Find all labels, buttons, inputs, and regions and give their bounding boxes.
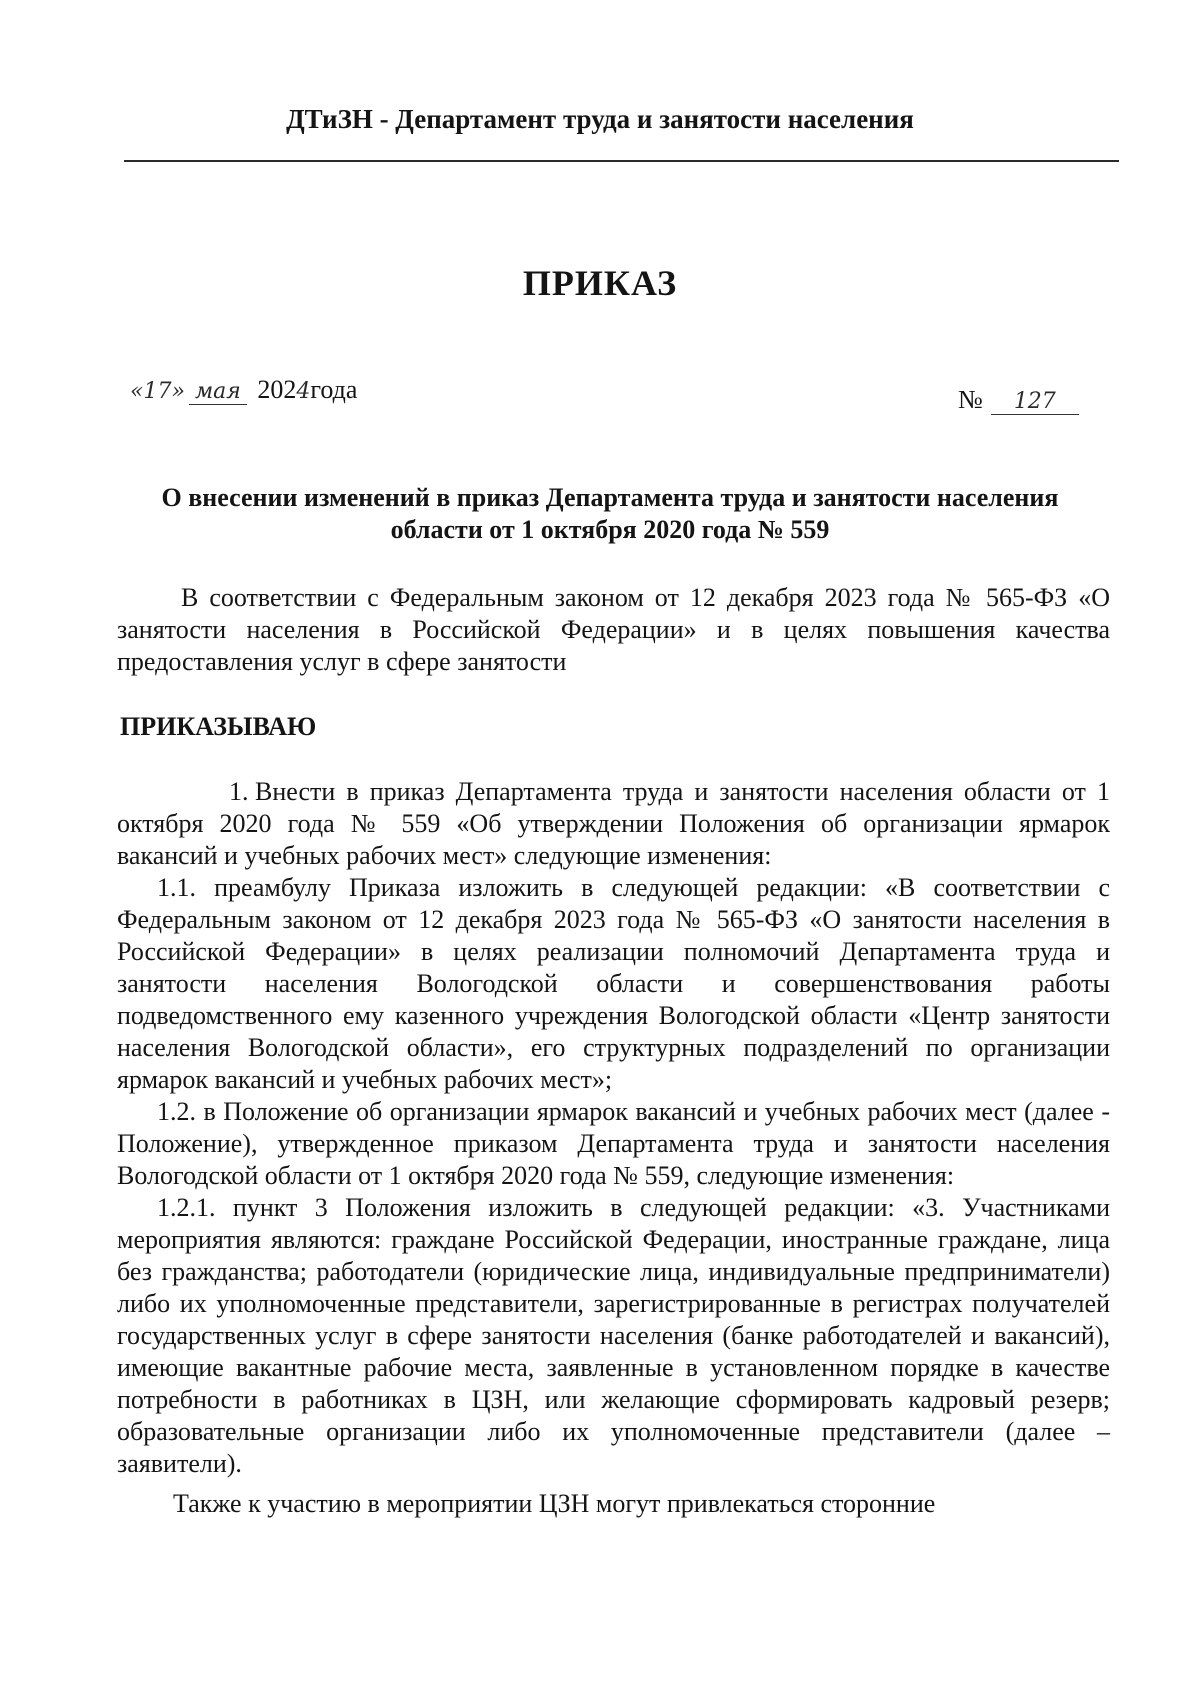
order-directive: ПРИКАЗЫВАЮ bbox=[120, 712, 317, 741]
date-year-printed: 202 bbox=[257, 375, 297, 404]
date-year-handwritten: 4 bbox=[296, 379, 311, 404]
paragraph-1-number: 1. bbox=[229, 777, 249, 806]
organization-header: ДТиЗН - Департамент труда и занятости населения bbox=[286, 104, 914, 134]
paragraph-1-1: 1.1. преамбулу Приказа изложить в следующей редакции: «В соответствии с Федеральным законом от 12 декабря 2023 года № 565-ФЗ «О занятости населения в Российской Федерации» в целях реализации полномочий Департамента труда и занятости населения Вологодской области и совершенствования работы подведомственного ему казенного учреждения Вологодской области «Центр занятости населения Вологодской области», его структурных подразделений по организации ярмарок вакансий и учебных рабочих мест»; bbox=[117, 873, 1110, 1094]
date-day-handwritten: 17 bbox=[143, 379, 172, 404]
order-body bbox=[117, 776, 1110, 1520]
order-number bbox=[958, 385, 1079, 415]
order-date bbox=[130, 375, 357, 405]
date-open-quote: « bbox=[130, 379, 144, 404]
paragraph-1-text: Внести в приказ Департамента труда и занятости населения области от 1 октября 2020 года № 559 «Об утверждении Положения об организации ярмарок вакансий и учебных рабочих мест» следующие изменения: bbox=[117, 777, 1110, 870]
date-close-quote: » bbox=[171, 379, 185, 404]
date-month-handwritten: мая bbox=[189, 379, 247, 405]
number-label: № bbox=[958, 385, 983, 414]
header-divider bbox=[124, 160, 1119, 162]
date-year-suffix: года bbox=[310, 375, 358, 404]
paragraph-1-2: 1.2. в Положение об организации ярмарок вакансий и учебных рабочих мест (далее - Положение), утвержденное приказом Департамента труда и занятости населения Вологодской области от 1 октября 2020 года № 559, следующие изменения: bbox=[117, 1097, 1110, 1190]
paragraph-continuation: Также к участию в мероприятии ЦЗН могут привлекаться сторонние bbox=[173, 1489, 936, 1518]
preamble-paragraph: В соответствии с Федеральным законом от 12 декабря 2023 года № 565-ФЗ «О занятости населения в Российской Федерации» и в целях повышения качества предоставления услуг в сфере занятости bbox=[117, 583, 1110, 676]
order-subject-title: О внесении изменений в приказ Департамента труда и занятости населения области от 1 октября 2020 года № 559 bbox=[161, 483, 1059, 544]
number-handwritten: 127 bbox=[991, 389, 1079, 415]
paragraph-1-2-1: 1.2.1. пункт 3 Положения изложить в следующей редакции: «3. Участниками мероприятия являются: граждане Российской Федерации, иностранные граждане, лица без гражданства; работодатели (юридические лица, индивидуальные предприниматели) либо их уполномоченные представители, зарегистрированные в регистрах получателей государственных услуг в сфере занятости населения (банке работодателей и вакансий), имеющие вакантные рабочие места, заявленные в установленном порядке в качестве потребности в работниках в ЦЗН, или желающие сформировать кадровый резерв; образовательные организации либо их уполномоченные представители (далее – заявители). bbox=[117, 1193, 1110, 1478]
document-type-title: ПРИКАЗ bbox=[522, 263, 678, 303]
paragraph-1 bbox=[117, 776, 1110, 872]
